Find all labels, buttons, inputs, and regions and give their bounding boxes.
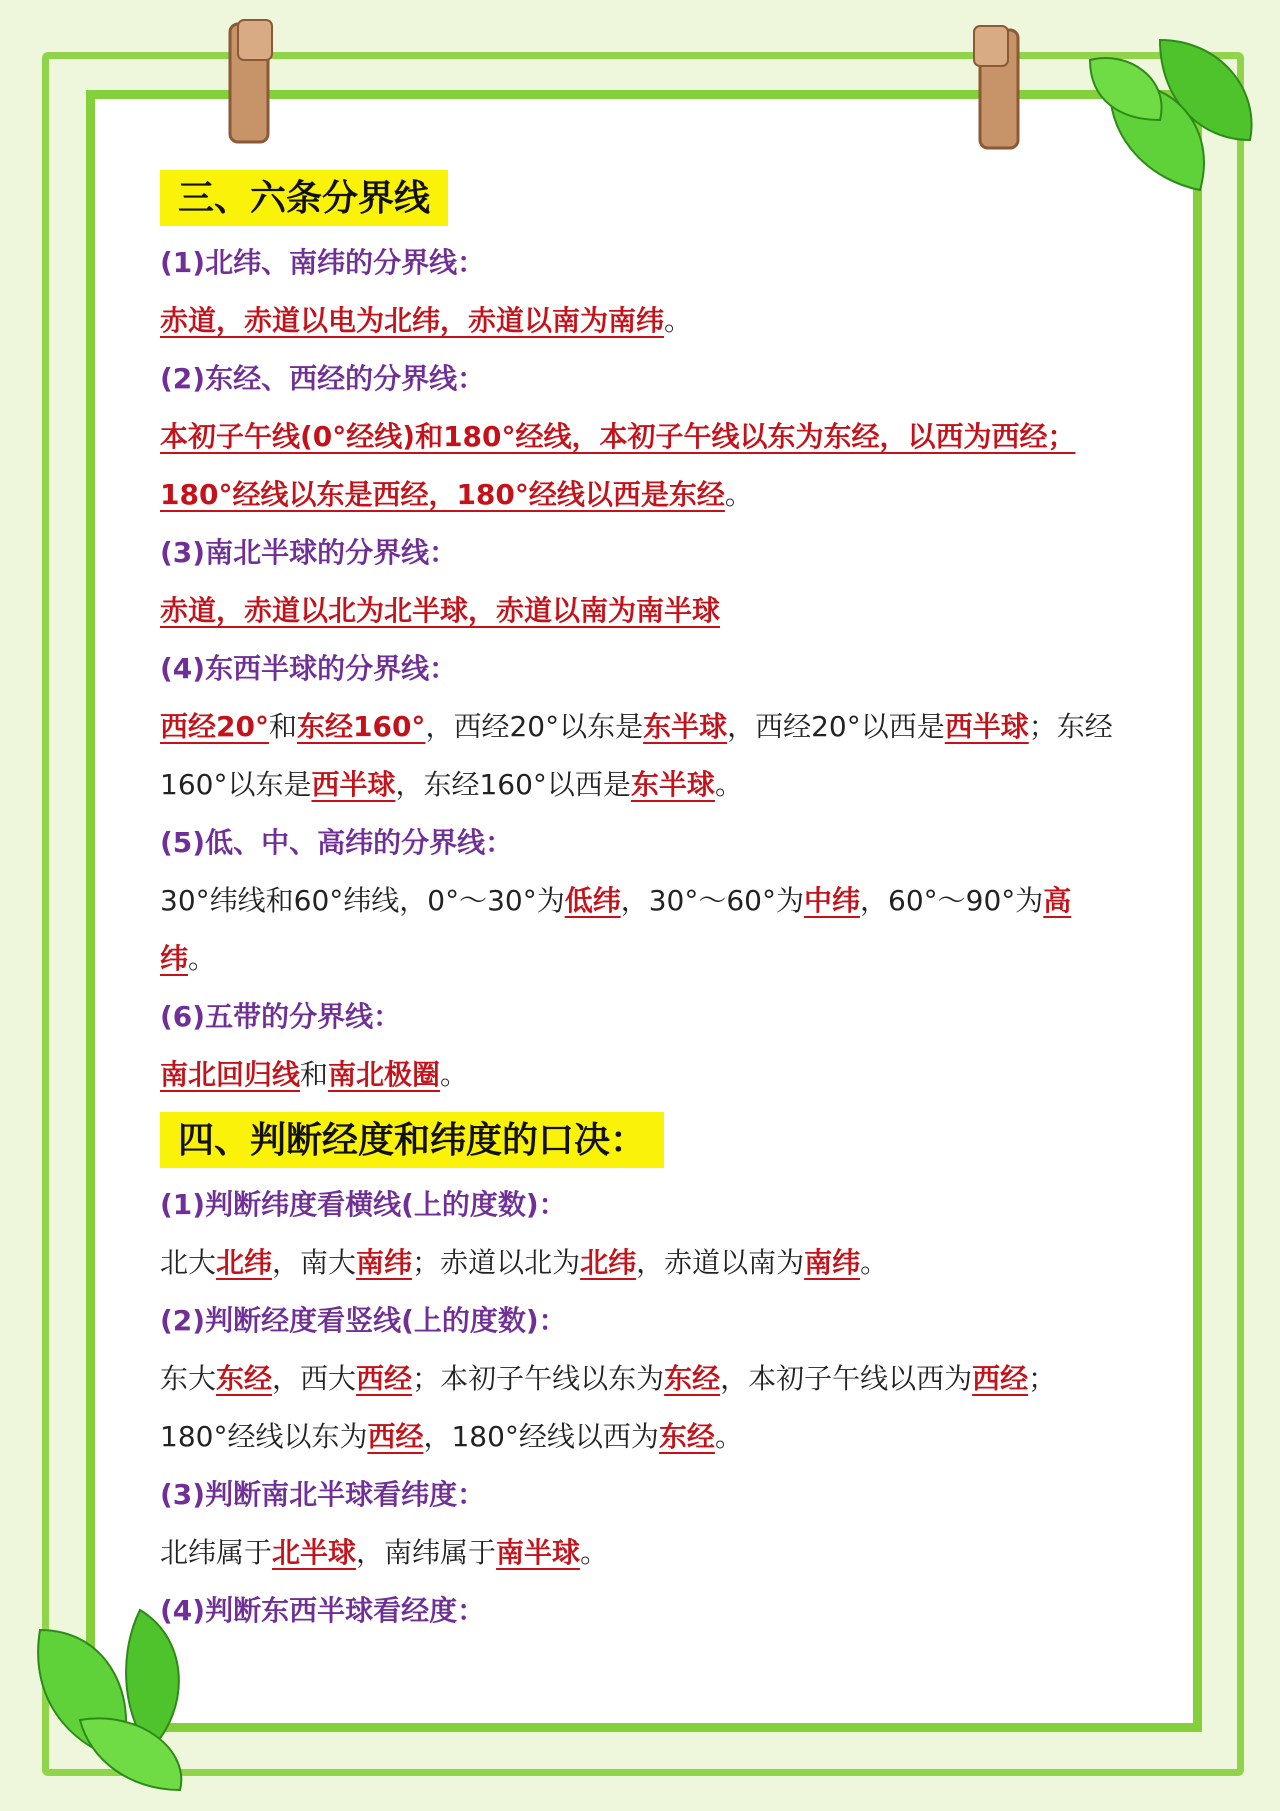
- plain-text: 。: [664, 304, 693, 337]
- answer-text: [160, 408, 1120, 524]
- plain-text: ；东经160°以东是: [160, 710, 1113, 801]
- highlight-term: 南纬: [804, 1246, 861, 1279]
- highlight-term: 北纬: [580, 1246, 637, 1279]
- highlight-term: 西经: [367, 1420, 424, 1453]
- plain-text: 。: [860, 1246, 889, 1279]
- question-heading: (1)判断纬度看横线(上的度数)：: [160, 1188, 567, 1221]
- question-heading: (6)五带的分界线：: [160, 1000, 402, 1033]
- question-heading: (4)判断东西半球看经度：: [160, 1594, 486, 1627]
- section-title: 三、六条分界线: [160, 170, 448, 226]
- plain-text: 东大: [160, 1362, 217, 1395]
- answer-text: [160, 1350, 1120, 1466]
- plain-text: ；赤道以北为: [412, 1246, 581, 1279]
- highlight-term: 西半球: [311, 768, 396, 801]
- plain-text: ，东经160°以西是: [395, 768, 631, 801]
- plain-text: ，本初子午线以西为: [720, 1362, 973, 1395]
- answer-text: [160, 1046, 1120, 1104]
- highlight-term: 赤道，赤道以北为北半球，赤道以南为南半球: [160, 594, 721, 627]
- plain-text: 和: [300, 1058, 329, 1091]
- highlight-term: 低纬: [564, 884, 621, 917]
- plain-text: 30°纬线和60°纬线，0°～30°为: [160, 884, 565, 917]
- highlight-term: 赤道，赤道以电为北纬，赤道以南为南纬: [160, 304, 665, 337]
- answer-text: [160, 292, 1120, 350]
- highlight-term: 南北回归线: [160, 1058, 301, 1091]
- plain-text: 。: [714, 768, 743, 801]
- highlight-term: 西经: [972, 1362, 1029, 1395]
- answer-text: [160, 1234, 1120, 1292]
- content: [160, 170, 1120, 1640]
- question-heading: (4)东西半球的分界线：: [160, 652, 458, 685]
- plain-text: 。: [580, 1536, 609, 1569]
- plain-text: ，南大: [272, 1246, 357, 1279]
- question-heading: (1)北纬、南纬的分界线：: [160, 246, 486, 279]
- question-heading: (5)低、中、高纬的分界线：: [160, 826, 514, 859]
- plain-text: ，30°～60°为: [620, 884, 804, 917]
- highlight-term: 本初子午线(0°经线)和180°经线，本初子午线以东为东经，以西为西经；180°经线以东是西经，180°经线以西是东经: [160, 420, 1076, 511]
- highlight-term: 东经: [216, 1362, 273, 1395]
- highlight-term: 西半球: [944, 710, 1029, 743]
- plain-text: 。: [724, 478, 753, 511]
- plain-text: 和: [268, 710, 297, 743]
- highlight-term: 南半球: [496, 1536, 581, 1569]
- plain-text: ，西经20°以东是: [425, 710, 644, 743]
- highlight-term: 东经: [658, 1420, 715, 1453]
- paper-clip-icon: [222, 18, 282, 148]
- plain-text: ；本初子午线以东为: [412, 1362, 665, 1395]
- answer-text: [160, 698, 1120, 814]
- highlight-term: 北纬: [216, 1246, 273, 1279]
- highlight-term: 高纬: [160, 884, 1072, 975]
- section-body: [160, 1176, 1120, 1640]
- highlight-term: 西经20°: [160, 710, 269, 743]
- plain-text: ，西经20°以西是: [727, 710, 945, 743]
- question-heading: (2)东经、西经的分界线：: [160, 362, 486, 395]
- plain-text: ；180°经线以东为: [160, 1362, 1057, 1453]
- plain-text: 。: [714, 1420, 743, 1453]
- question-heading: (3)南北半球的分界线：: [160, 536, 458, 569]
- highlight-term: 东经: [664, 1362, 721, 1395]
- plain-text: 。: [440, 1058, 469, 1091]
- highlight-term: 西经: [356, 1362, 413, 1395]
- section-title: 四、判断经度和纬度的口决：: [160, 1112, 664, 1168]
- plain-text: 。: [188, 942, 217, 975]
- answer-text: [160, 1524, 1120, 1582]
- plain-text: ，赤道以南为: [636, 1246, 805, 1279]
- answer-text: [160, 872, 1120, 988]
- answer-text: [160, 582, 1120, 640]
- question-heading: (2)判断经度看竖线(上的度数)：: [160, 1304, 567, 1337]
- highlight-term: 南北极圈: [328, 1058, 441, 1091]
- highlight-term: 北半球: [272, 1536, 357, 1569]
- plain-text: 北纬属于: [160, 1536, 273, 1569]
- highlight-term: 中纬: [803, 884, 860, 917]
- plain-text: ，60°～90°为: [860, 884, 1044, 917]
- highlight-term: 东半球: [630, 768, 715, 801]
- highlight-term: 东半球: [643, 710, 728, 743]
- plain-text: ，180°经线以西为: [423, 1420, 659, 1453]
- highlight-term: 南纬: [356, 1246, 413, 1279]
- section-body: [160, 234, 1120, 1104]
- question-heading: (3)判断南北半球看纬度：: [160, 1478, 486, 1511]
- paper-clip-icon: [970, 24, 1030, 154]
- plain-text: ，西大: [272, 1362, 357, 1395]
- plain-text: ，南纬属于: [356, 1536, 497, 1569]
- highlight-term: 东经160°: [296, 710, 426, 743]
- plain-text: 北大: [160, 1246, 217, 1279]
